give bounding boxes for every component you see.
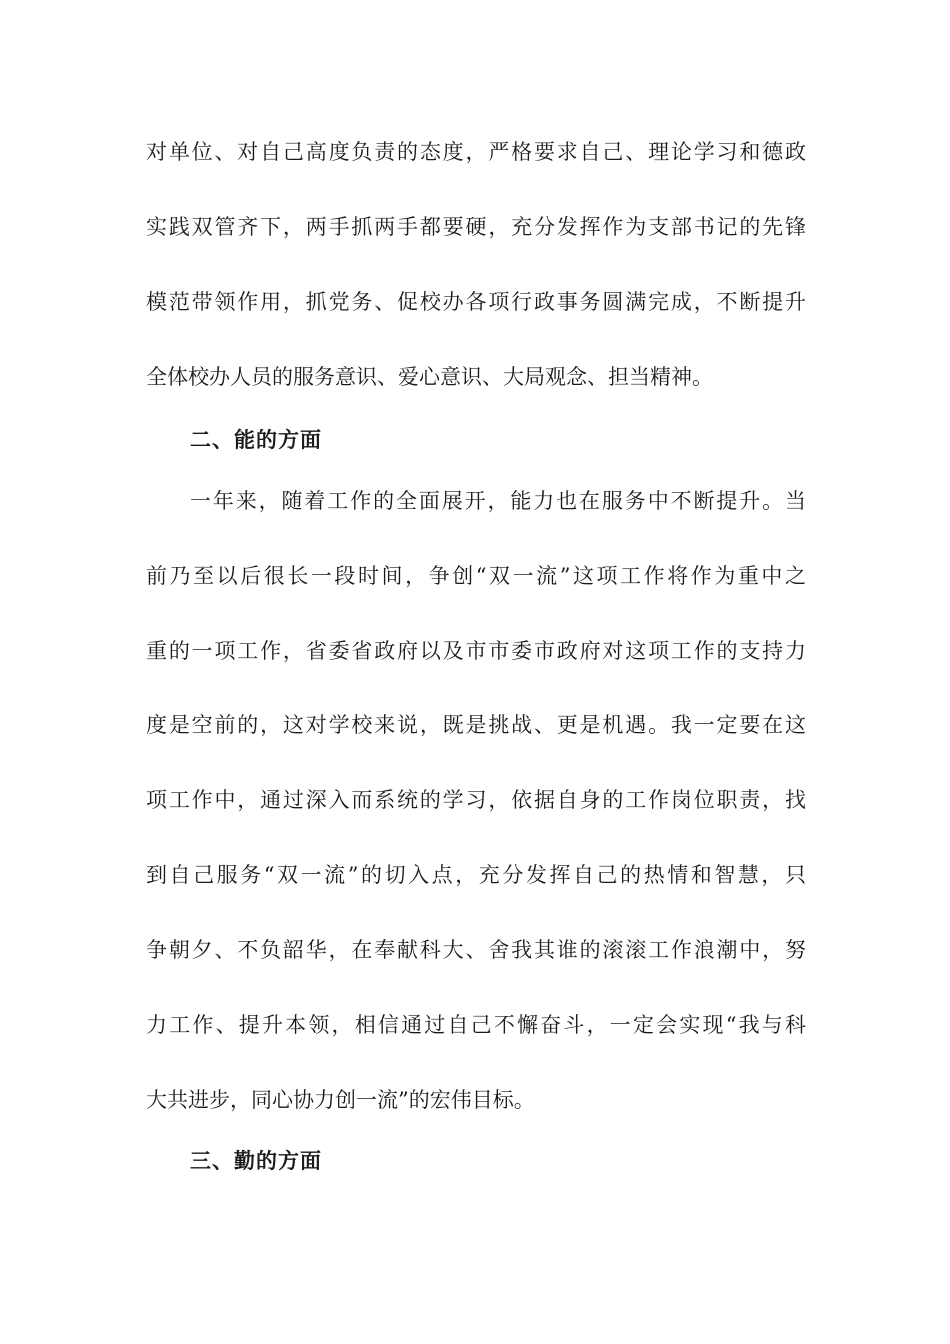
paragraph-line: 项工作中，通过深入而系统的学习，依据自身的工作岗位职责，找	[146, 788, 806, 812]
paragraph-line: 对单位、对自己高度负责的态度，严格要求自己、理论学习和德政	[146, 140, 806, 164]
paragraph-line: 模范带领作用，抓党务、促校办各项行政事务圆满完成，不断提升	[146, 290, 806, 314]
paragraph-line: 全体校办人员的服务意识、爱心意识、大局观念、担当精神。	[146, 365, 713, 389]
paragraph-line: 大共进步，同心协力创一流”的宏伟目标。	[146, 1088, 535, 1112]
section-heading: 三、勤的方面	[190, 1148, 322, 1173]
paragraph-line: 前乃至以后很长一段时间，争创“双一流”这项工作将作为重中之	[146, 564, 806, 588]
paragraph-line: 实践双管齐下，两手抓两手都要硬，充分发挥作为支部书记的先锋	[146, 215, 806, 239]
section-heading: 二、能的方面	[190, 427, 322, 452]
paragraph-line: 到自己服务“双一流”的切入点，充分发挥自己的热情和智慧，只	[146, 863, 806, 887]
paragraph-line: 争朝夕、不负韶华，在奉献科大、舍我其谁的滚滚工作浪潮中，努	[146, 938, 806, 962]
paragraph-line: 一年来，随着工作的全面展开，能力也在服务中不断提升。当	[190, 489, 806, 513]
paragraph-line: 度是空前的，这对学校来说，既是挑战、更是机遇。我一定要在这	[146, 713, 806, 737]
paragraph-line: 力工作、提升本领，相信通过自己不懈奋斗，一定会实现“我与科	[146, 1013, 806, 1037]
paragraph-line: 重的一项工作，省委省政府以及市市委市政府对这项工作的支持力	[146, 639, 806, 663]
